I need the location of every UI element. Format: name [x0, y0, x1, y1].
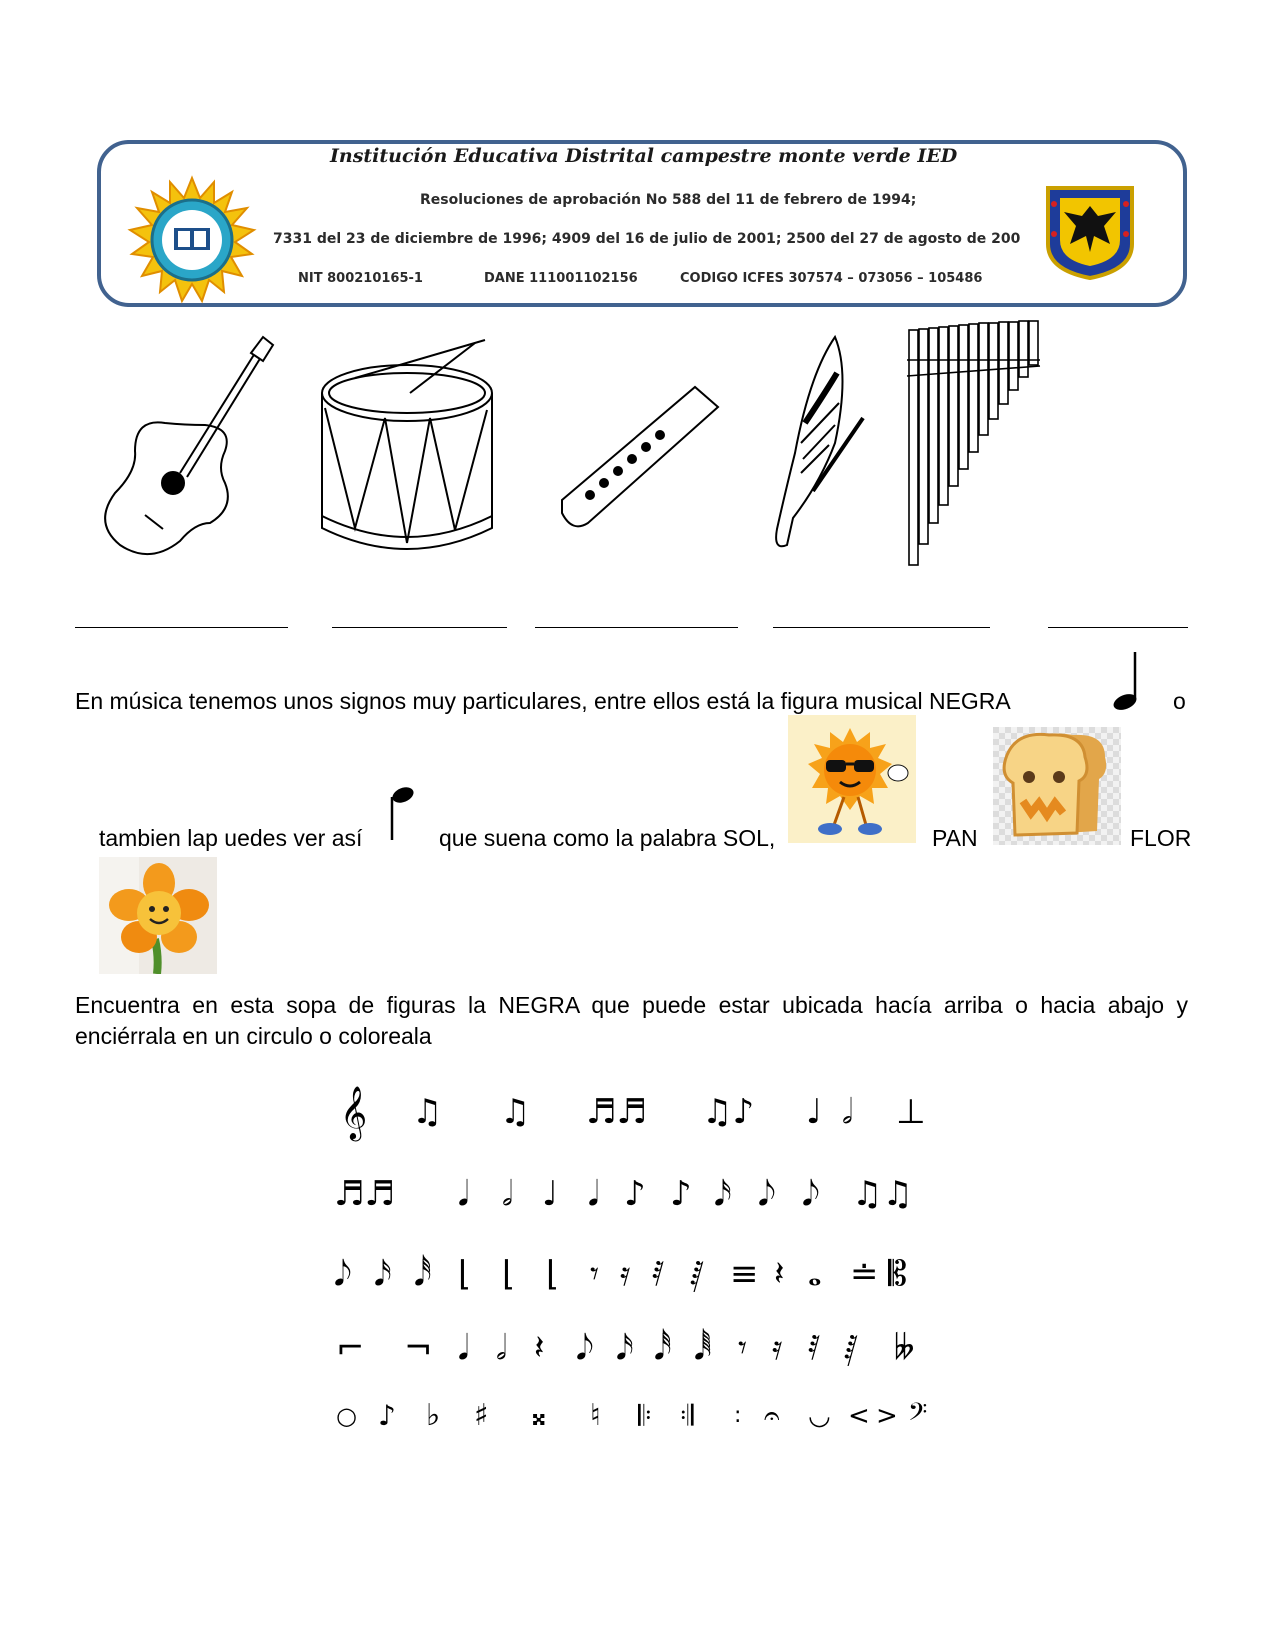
sun-image	[788, 715, 916, 843]
eighth-flag-symbol[interactable]: 𝅘𝅥𝅮	[576, 1328, 594, 1368]
beamed-eighths-symbol[interactable]: ♫	[412, 1092, 443, 1132]
guiro-icon	[765, 333, 875, 553]
resolution-line-1: Resoluciones de aprobación No 588 del 11 de febrero de 1994;	[420, 192, 917, 208]
inverted-fermata-symbol[interactable]: ◡	[808, 1401, 831, 1431]
whole-note-symbol[interactable]: ○	[336, 1402, 357, 1430]
quarter-rest-symbol[interactable]: 𝄽	[774, 1254, 785, 1294]
task-instructions: Encuentra en esta sopa de figuras la NEGRA que puede estar ubicada hacía arriba o hacia abajo y enciérrala en un circulo o coloreala	[75, 992, 1188, 1049]
repeat-start-symbol[interactable]: 𝄆	[638, 1399, 652, 1432]
guitar-icon	[95, 333, 275, 563]
bass-clef-symbol[interactable]: 𝄢	[908, 1398, 928, 1433]
answer-blank-3[interactable]	[535, 627, 738, 628]
thirtysecond-rest-symbol[interactable]: 𝅀	[652, 1254, 665, 1294]
bracket-symbol[interactable]: ⌊	[502, 1254, 516, 1294]
whole-note-symbol[interactable]: 𝅝	[808, 1254, 822, 1294]
resolution-line-2: 7331 del 23 de diciembre de 1996; 4909 del 16 de julio de 2001; 2500 del 27 de agosto de 200	[273, 231, 1021, 247]
beam-left-symbol[interactable]: ⌐	[336, 1328, 365, 1368]
eighth-note-down-symbol[interactable]: 𝅘𝅥𝅮	[802, 1174, 820, 1214]
half-note-symbol[interactable]: 𝅗𝅥	[842, 1092, 853, 1132]
sixtyfourth-rest-symbol[interactable]: 𝅁	[844, 1328, 858, 1368]
thirtysecond-flag-symbol[interactable]: 𝅘𝅥𝅰	[654, 1328, 672, 1368]
beamed-group-symbol[interactable]: ♫♪	[702, 1092, 755, 1132]
fermata-symbol[interactable]: 𝄐	[764, 1399, 780, 1432]
quarter-note-symbol[interactable]: ♩	[542, 1174, 559, 1214]
answer-blank-2[interactable]	[332, 627, 507, 628]
institution-title: Institución Educativa Distrital campestre monte verde IED	[330, 145, 958, 167]
school-logo	[127, 175, 257, 305]
beamed-eighths-symbol[interactable]: ♫	[500, 1092, 531, 1132]
inverted-stem-symbol[interactable]: ⊥	[896, 1092, 926, 1132]
bread-image	[993, 727, 1121, 845]
symbol-row-2	[318, 1164, 942, 1224]
note-search-grid[interactable]	[318, 1068, 942, 1458]
repeat-end-symbol[interactable]: 𝄇	[680, 1399, 694, 1432]
flower-image	[99, 857, 217, 974]
colon-symbol[interactable]: :	[734, 1403, 742, 1428]
flat-symbol[interactable]: ♭	[426, 1398, 441, 1433]
icfes-code: CODIGO ICFES 307574 – 073056 – 105486	[680, 271, 983, 286]
quarter-note-down-icon	[385, 785, 417, 841]
or-text: o	[1173, 688, 1186, 714]
decrescendo-symbol[interactable]: >	[876, 1401, 898, 1431]
quarter-note-down-symbol[interactable]: 𝅘𝅥	[458, 1174, 469, 1214]
symbol-row-1	[318, 1082, 942, 1142]
beam-right-symbol[interactable]: ¬	[404, 1328, 433, 1368]
answer-blank-5[interactable]	[1048, 627, 1188, 628]
sixtyfourth-rest-symbol[interactable]: 𝅁	[690, 1254, 704, 1294]
sixteenth-note-symbol[interactable]: 𝅘𝅥𝅯	[714, 1174, 732, 1214]
whole-rest-symbol[interactable]: ≡	[730, 1254, 759, 1294]
intro-text: En música tenemos unos signos muy particulares, entre ellos está la figura musical NEGRA	[75, 688, 1011, 714]
eighth-rest-symbol[interactable]: 𝄾	[590, 1254, 600, 1294]
beamed-sixteenths-symbol[interactable]: ♬♬	[586, 1092, 647, 1132]
beamed-pair-symbol[interactable]: ♫♫	[852, 1174, 913, 1214]
quarter-note-symbol[interactable]: ♩	[806, 1092, 823, 1132]
answer-blank-4[interactable]	[773, 627, 990, 628]
eighth-note-symbol[interactable]: ♪	[670, 1174, 692, 1214]
dane-number: DANE 111001102156	[484, 271, 638, 286]
quarter-rest-symbol[interactable]: 𝄽	[534, 1328, 545, 1368]
half-note-down-symbol[interactable]: 𝅗𝅥	[502, 1174, 513, 1214]
quarter-note-icon	[1112, 650, 1148, 712]
thirtysecond-flag-symbol[interactable]: 𝅘𝅥𝅰	[414, 1254, 432, 1294]
sixtyfourth-flag-symbol[interactable]: 𝅘𝅥𝅱	[694, 1328, 712, 1368]
flor-text: FLOR	[1130, 825, 1192, 851]
alto-clef-symbol[interactable]: 𝄡	[888, 1254, 907, 1294]
bracket-symbol[interactable]: ⌊	[458, 1254, 472, 1294]
eighth-note-symbol[interactable]: ♪	[624, 1174, 646, 1214]
eighth-rest-symbol[interactable]: 𝄾	[738, 1328, 748, 1368]
sixteenth-flag-symbol[interactable]: 𝅘𝅥𝅯	[374, 1254, 392, 1294]
symbol-row-5	[318, 1386, 942, 1446]
treble-clef-symbol[interactable]: 𝄞	[340, 1085, 368, 1139]
alternate-text: tambien lap uedes ver así	[99, 825, 363, 851]
pan-text: PAN	[932, 825, 978, 851]
crescendo-symbol[interactable]: <	[848, 1401, 870, 1431]
nit-number: NIT 800210165-1	[298, 271, 423, 286]
double-sharp-symbol[interactable]: 𝄪	[532, 1398, 546, 1433]
sixteenth-rest-symbol[interactable]: 𝄿	[772, 1328, 783, 1368]
sol-text: que suena como la palabra SOL,	[439, 825, 776, 851]
beamed-sixteenths-symbol[interactable]: ♬♬	[334, 1174, 395, 1214]
symbol-row-4	[318, 1318, 942, 1378]
answer-blank-1[interactable]	[75, 627, 288, 628]
sharp-symbol[interactable]: ♯	[474, 1398, 489, 1433]
symbol-row-3	[318, 1244, 942, 1304]
flute-icon	[560, 385, 730, 540]
half-note-down-symbol[interactable]: 𝅗𝅥	[496, 1328, 507, 1368]
sixteenth-rest-symbol[interactable]: 𝄿	[620, 1254, 631, 1294]
double-flat-symbol[interactable]: 𝄫	[894, 1328, 915, 1368]
drum-icon	[315, 338, 505, 563]
natural-symbol[interactable]: ♮	[590, 1398, 601, 1433]
eighth-note-down-symbol[interactable]: 𝅘𝅥𝅮	[758, 1174, 776, 1214]
panflute-icon	[905, 320, 1050, 570]
bogota-shield	[1040, 184, 1140, 280]
eighth-flag-symbol[interactable]: 𝅘𝅥𝅮	[334, 1254, 352, 1294]
bracket-symbol[interactable]: ⌊	[546, 1254, 560, 1294]
quarter-note-down-symbol[interactable]: 𝅘𝅥	[588, 1174, 599, 1214]
eighth-rest-symbol[interactable]: ♪	[378, 1399, 396, 1432]
half-rest-symbol[interactable]: ≐	[850, 1254, 879, 1294]
sixteenth-flag-symbol[interactable]: 𝅘𝅥𝅯	[616, 1328, 634, 1368]
thirtysecond-rest-symbol[interactable]: 𝅀	[808, 1328, 821, 1368]
quarter-note-down-symbol[interactable]: 𝅘𝅥	[458, 1328, 469, 1368]
